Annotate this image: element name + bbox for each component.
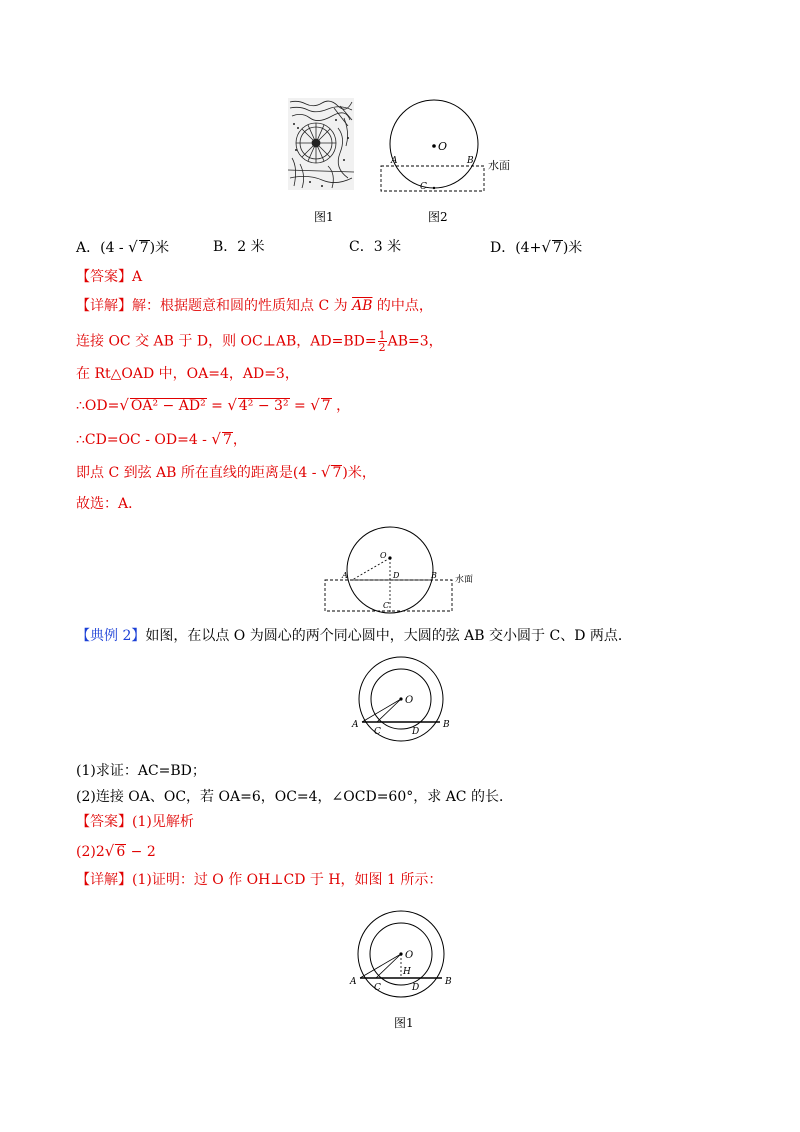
label-a: A	[352, 720, 359, 730]
label-a: A	[391, 156, 398, 166]
figure-5	[348, 908, 458, 1000]
answer-1	[76, 268, 142, 286]
detail-tag: 【详解】	[76, 872, 132, 888]
option-a[interactable]: A．(4 - √ 7)米	[76, 238, 170, 256]
figure-1	[288, 98, 354, 190]
answer-2-line-1: 【答案】(1)见解析	[76, 814, 194, 830]
detail-1-line-1: 【详解】解：根据题意和圆的性质知点 C 为 $\overline{AB}$ 的中点，	[76, 298, 433, 314]
arc-ab: $\overline{AB}$	[352, 298, 373, 314]
label-o: O	[438, 140, 448, 153]
question-2: (2)连接 OA、OC，若 OA=6，OC=4，∠OCD=60°，求 AC 的长．	[76, 789, 513, 805]
label-c: C	[374, 983, 381, 993]
example-2	[76, 627, 632, 645]
label-c: C	[420, 182, 427, 192]
figure-2	[376, 96, 526, 196]
fraction-half: $\frac{1}{2}$	[378, 329, 386, 354]
concentric-circles-diagram	[346, 654, 456, 744]
circle-water-diagram	[376, 96, 526, 196]
label-b: B	[443, 720, 450, 730]
figure-1-caption: 图1	[314, 210, 334, 224]
water-wheel-illustration	[288, 98, 354, 190]
concentric-circles-with-h-diagram	[348, 908, 458, 1000]
detail-1-line-2: 连接 OC 交 AB 于 D，则 OC⊥AB，AD=BD= $\frac{1}{2}$ AB=3，	[76, 329, 443, 354]
answer-tag: 【答案】	[76, 269, 132, 285]
label-o: O	[405, 950, 414, 961]
detail-1-line-3: 在 Rt△OAD 中，OA=4，AD=3，	[76, 366, 299, 382]
figure-2-caption: 图2	[428, 210, 448, 224]
label-d: D	[412, 727, 420, 737]
label-water: 水面	[488, 159, 510, 172]
option-b[interactable]: B．2 米	[213, 239, 265, 255]
label-b: B	[431, 571, 437, 580]
option-c[interactable]: C．3 米	[349, 239, 402, 255]
solution-circle-diagram	[320, 524, 492, 618]
label-d: D	[412, 983, 420, 993]
detail-1-line-6: 即点 C 到弦 AB 所在直线的距离是(4 - √ 7)米，	[76, 463, 376, 481]
label-o: O	[380, 551, 387, 560]
label-d: D	[393, 571, 400, 580]
label-h: H	[403, 967, 411, 977]
detail-1-line-5: ∴CD=OC - OD=4 - √ 7，	[76, 430, 247, 448]
label-b: B	[445, 977, 452, 987]
example-text: 如图，在以点 O 为圆心的两个同心圆中，大圆的弦 AB 交小圆于 C、D 两点．	[145, 628, 632, 644]
label-water: 水面	[455, 575, 474, 585]
label-a: A	[342, 571, 348, 580]
answer-2-line-2: (2)2√ 6 − 2	[76, 842, 156, 860]
option-d[interactable]: D．(4+√ 7)米	[490, 238, 583, 256]
detail-tag: 【详解】	[76, 298, 132, 314]
label-c: C	[383, 601, 390, 610]
answer-tag: 【答案】	[76, 814, 132, 830]
figure-5-caption: 图1	[394, 1016, 414, 1030]
detail-2: 【详解】(1)证明：过 O 作 OH⊥CD 于 H，如图 1 所示：	[76, 872, 443, 888]
figure-3	[320, 524, 492, 618]
detail-1-line-4: ∴OD=√ OA² − AD² = √ 4² − 3² = √ 7 ，	[76, 396, 351, 414]
figure-4	[346, 654, 456, 744]
detail-1-line-7: 故选：A．	[76, 496, 143, 512]
label-c: C	[374, 727, 381, 737]
label-b: B	[467, 156, 474, 166]
answer-value: A	[132, 269, 143, 285]
label-o: O	[405, 695, 414, 706]
question-1: (1)求证：AC=BD；	[76, 763, 206, 779]
example-tag: 【典例 2】	[76, 628, 146, 644]
label-a: A	[350, 977, 357, 987]
